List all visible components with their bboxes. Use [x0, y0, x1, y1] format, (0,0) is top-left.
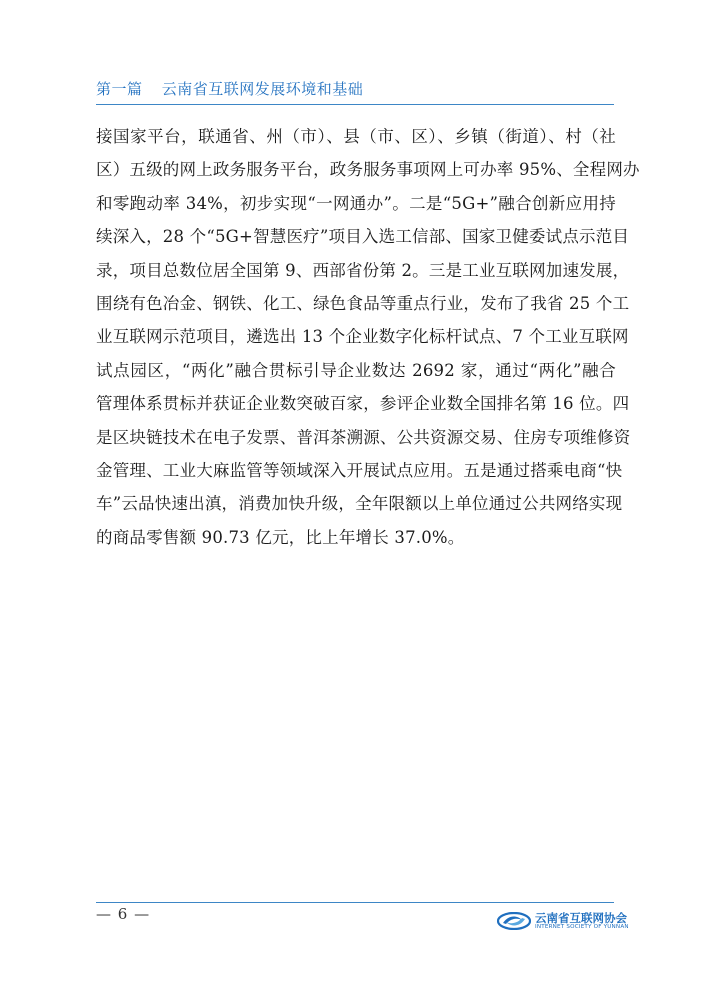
organization-logo — [497, 910, 629, 932]
text-line: 业互联网示范项目，遴选出 13 个企业数字化标杆试点、7 个工业互联网 — [96, 327, 629, 347]
header-divider — [96, 104, 614, 105]
yunnan-internet-society-logo-icon — [497, 912, 531, 930]
text-line: 区）五级的网上政务服务平台，政务服务事项网上可办率 95%、全程网办 — [96, 160, 640, 180]
logo-name-cn: 云南省互联网协会 — [535, 911, 627, 925]
body-paragraph — [96, 120, 640, 554]
text-line: 是区块链技术在电子发票、普洱茶溯源、公共资源交易、住房专项维修资 — [96, 427, 631, 447]
text-line: 接国家平台，联通省、州（市）、县（市、区）、乡镇（街道）、村（社 — [96, 127, 616, 146]
page-number: — 6 — — [96, 905, 151, 923]
footer-divider — [96, 902, 614, 903]
text-line: 和零跑动率 34%，初步实现“一网通办”。二是“5G+”融合创新应用持 — [96, 193, 616, 213]
text-line: 车”云品快速出滇，消费加快升级，全年限额以上单位通过公共网络实现 — [96, 494, 623, 514]
header-part-label: 第一篇 — [96, 80, 143, 98]
text-line: 金管理、工业大麻监管等领域深入开展试点应用。五是通过搭乘电商“快 — [96, 460, 623, 480]
text-line: 的商品零售额 90.73 亿元，比上年增长 37.0%。 — [96, 527, 465, 547]
text-line: 续深入，28 个“5G+智慧医疗”项目入选工信部、国家卫健委试点示范目 — [96, 227, 630, 247]
text-line: 管理体系贯标并获证企业数突破百家，参评企业数全国排名第 16 位。四 — [96, 394, 630, 414]
logo-name-en: INTERNET SOCIETY OF YUNNAN — [535, 924, 629, 930]
header-title: 云南省互联网发展环境和基础 — [161, 80, 364, 98]
text-line: 围绕有色冶金、钢铁、化工、绿色食品等重点行业，发布了我省 25 个工 — [96, 293, 630, 313]
text-line: 试点园区，“两化”融合贯标引导企业数达 2692 家，通过“两化”融合 — [96, 360, 616, 380]
text-line: 录，项目总数位居全国第 9、西部省份第 2。三是工业互联网加速发展， — [96, 260, 630, 280]
running-header — [96, 78, 616, 104]
